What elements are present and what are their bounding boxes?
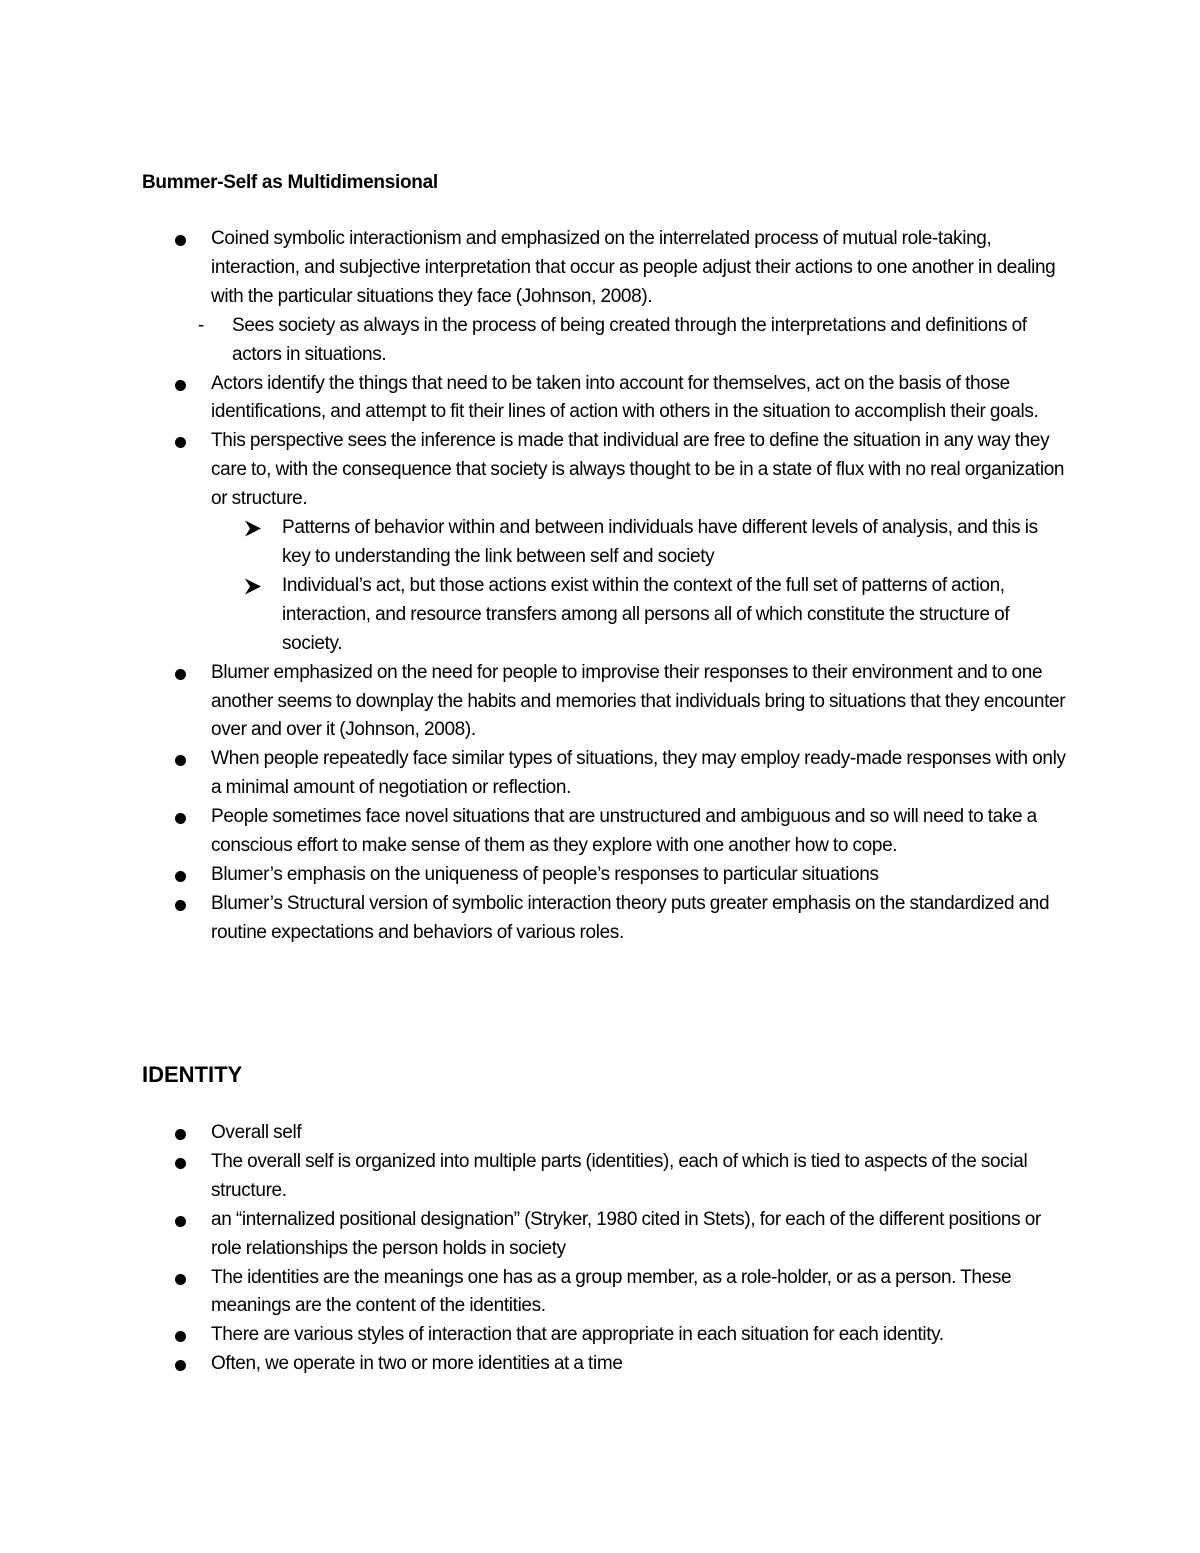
bullet-dot-icon [175, 235, 186, 246]
bullet-dot-icon [175, 1216, 186, 1227]
bullet-dot-icon [175, 813, 186, 824]
list-item-text: When people repeatedly face similar types of situations, they may employ ready-made responses with only a minimal amount of negotiation or reflection. [211, 748, 1066, 799]
list-item [0, 803, 1071, 861]
list-item [0, 1119, 1071, 1148]
bullet-list-self [0, 225, 1066, 948]
list-item [0, 1264, 1071, 1322]
bullet-dot-icon [175, 1331, 186, 1342]
list-item-text: Blumer’s Structural version of symbolic interaction theory puts greater emphasis on the standardized and routine expectations and behaviors of various roles. [211, 892, 1050, 943]
list-item [0, 1350, 1071, 1379]
list-item [0, 427, 1071, 514]
list-item-text: an “internalized positional designation” (Stryker, 1980 cited in Stets), for each of the different positions or role relationships the person holds in society [211, 1208, 1041, 1259]
list-item [0, 745, 1071, 803]
list-item [0, 572, 1042, 659]
list-item-text: Patterns of behavior within and between individuals have different levels of analysis, and this is key to understanding the link between self and society [282, 517, 1038, 567]
list-item [0, 890, 1071, 948]
list-item-text: Individual’s act, but those actions exist within the context of the full set of patterns of action, interaction, and resource transfers among all persons all of which constitute the structure of society. [282, 574, 1010, 654]
list-item-text: There are various styles of interaction that are appropriate in each situation for each identity. [211, 1324, 944, 1346]
list-item-text: People sometimes face novel situations that are unstructured and ambiguous and so will need to take a conscious effort to make sense of them as they explore with one another how to cope. [211, 806, 1037, 857]
list-item [0, 514, 1042, 572]
list-item-text: Coined symbolic interactionism and emphasized on the interrelated process of mutual role-taking, interaction, and subjective interpretation that occur as people adjust their actions to one another in dealing with the particular situations they face (Johnson, 2008). [211, 228, 1056, 307]
bullet-dot-icon [175, 380, 186, 391]
list-item-text: Often, we operate in two or more identities at a time [211, 1353, 623, 1375]
bullet-dot-icon [175, 1158, 186, 1169]
list-item [0, 225, 1071, 312]
list-item [0, 861, 1071, 890]
arrow-bullet-icon [244, 520, 262, 537]
list-item-text: The identities are the meanings one has as a group member, as a role-holder, or as a person. These meanings are the content of the identities. [211, 1266, 1012, 1317]
bullet-list-identity [0, 1119, 1041, 1379]
list-item [0, 1321, 1071, 1350]
bullet-dot-icon [175, 871, 186, 882]
bullet-dot-icon [175, 755, 186, 766]
list-item [0, 312, 1062, 370]
list-item-text: Overall self [211, 1122, 302, 1143]
list-item [0, 370, 1071, 428]
section-heading-identity: IDENTITY [142, 1062, 243, 1087]
bullet-dot-icon [175, 437, 186, 448]
list-item [0, 659, 1071, 746]
list-item-text: Actors identify the things that need to be taken into account for themselves, act on the basis of those identifications, and attempt to fit their lines of action with others in the situation to accomplish their goals. [211, 372, 1039, 423]
list-item-text: This perspective sees the inference is made that individual are free to define the situation in any way they care to, with the consequence that society is always thought to be in a state of flux with no real organization or structure. [211, 430, 1065, 510]
bullet-dot-icon [175, 900, 186, 911]
list-item-text: Blumer emphasized on the need for people to improvise their responses to their environment and to one another seems to downplay the habits and memories that individuals bring to situations that they encounter over and over it (Johnson, 2008). [211, 661, 1066, 741]
bullet-dot-icon [175, 1360, 186, 1371]
list-item [0, 1148, 1071, 1206]
section-heading-self: Bummer-Self as Multidimensional [142, 172, 438, 193]
dash-bullet-icon: - [198, 314, 204, 336]
bullet-dot-icon [175, 1129, 186, 1140]
list-item-text: The overall self is organized into multiple parts (identities), each of which is tied to aspects of the social structure. [211, 1150, 1028, 1201]
bullet-dot-icon [175, 1274, 186, 1285]
list-item-text: Sees society as always in the process of being created through the interpretations and definitions of actors in situations. [232, 314, 1027, 365]
bullet-dot-icon [175, 669, 186, 680]
list-item-text: Blumer’s emphasis on the uniqueness of people’s responses to particular situations [211, 863, 879, 885]
arrow-bullet-icon [244, 578, 262, 595]
list-item [0, 1206, 1071, 1264]
